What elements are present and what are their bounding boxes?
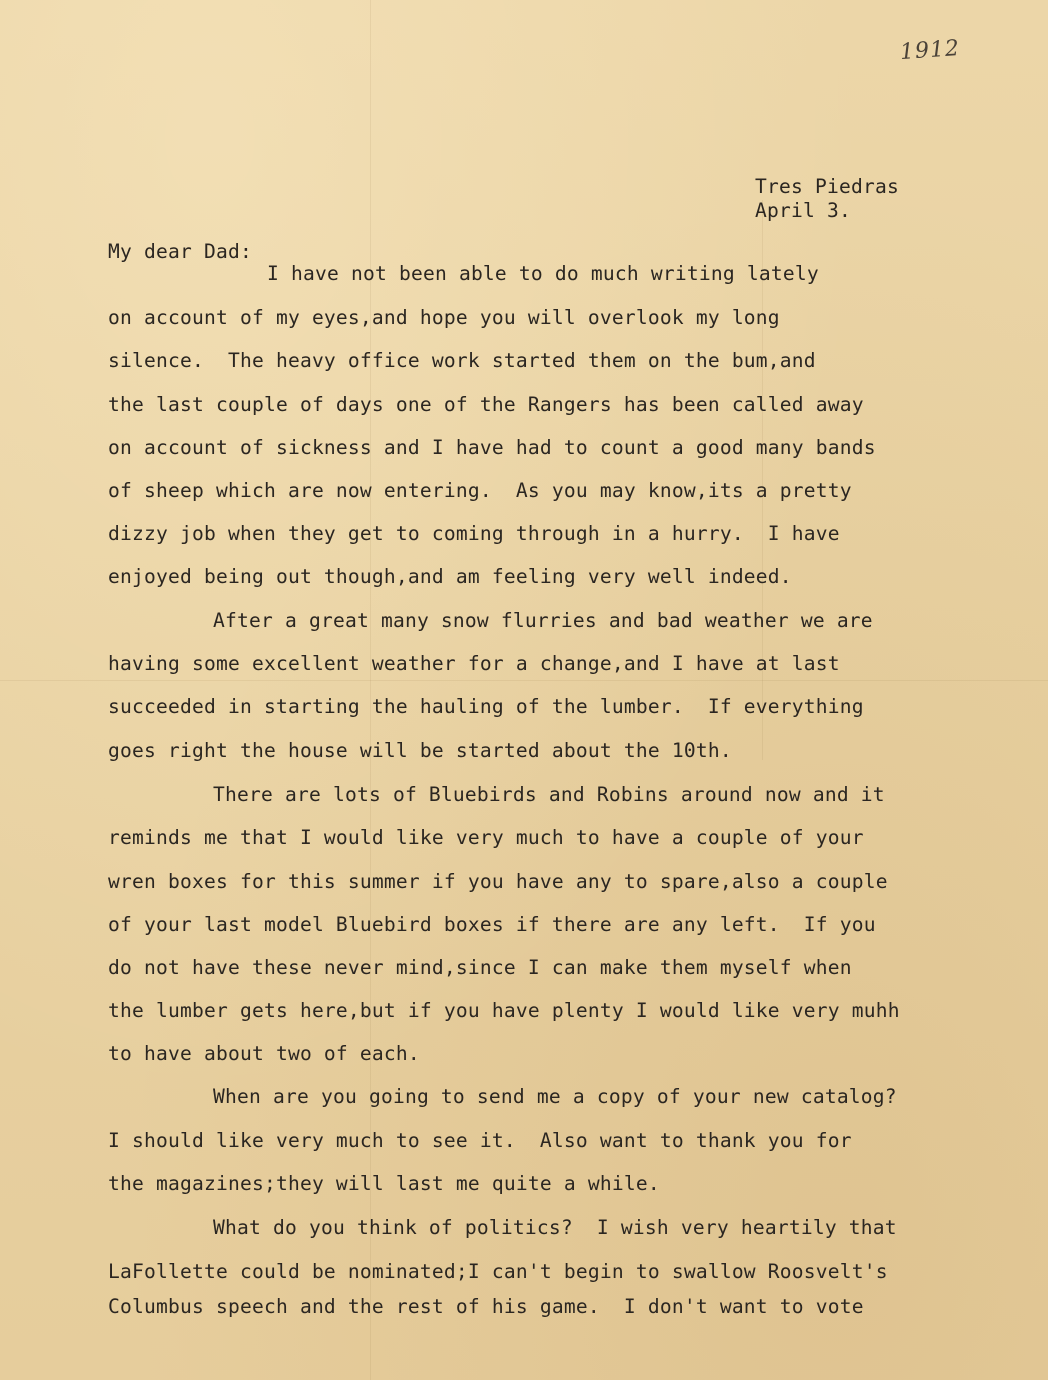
pencil-year-annotation: 1912 xyxy=(899,35,961,66)
letter-line: on account of my eyes,and hope you will overlook my long xyxy=(108,306,780,329)
letter-line: on account of sickness and I have had to count a good many bands xyxy=(108,436,876,459)
letter-line: of sheep which are now entering. As you may know,its a pretty xyxy=(108,479,852,502)
letter-line: to have about two of each. xyxy=(108,1042,420,1065)
letter-line: the last couple of days one of the Rangers has been called away xyxy=(108,393,864,416)
letter-line: enjoyed being out though,and am feeling very well indeed. xyxy=(108,565,792,588)
paper-fold-line xyxy=(0,680,1048,681)
letter-line: I should like very much to see it. Also want to thank you for xyxy=(108,1129,852,1152)
heading-place: Tres Piedras xyxy=(755,175,899,198)
heading-date: April 3. xyxy=(755,199,851,222)
letter-line: the magazines;they will last me quite a while. xyxy=(108,1172,660,1195)
letter-line: After a great many snow flurries and bad weather we are xyxy=(213,609,873,632)
letter-line: Columbus speech and the rest of his game. I don't want to vote xyxy=(108,1295,864,1318)
letter-line: the lumber gets here,but if you have plenty I would like very muhh xyxy=(108,999,900,1022)
salutation: My dear Dad: xyxy=(108,240,252,263)
letter-line: When are you going to send me a copy of your new catalog? xyxy=(213,1085,897,1108)
letter-line: What do you think of politics? I wish very heartily that xyxy=(213,1216,897,1239)
letter-line: of your last model Bluebird boxes if there are any left. If you xyxy=(108,913,876,936)
letter-line: reminds me that I would like very much to have a couple of your xyxy=(108,826,864,849)
letter-line: goes right the house will be started about the 10th. xyxy=(108,739,732,762)
letter-line: wren boxes for this summer if you have any to spare,also a couple xyxy=(108,870,888,893)
letter-line: succeeded in starting the hauling of the lumber. If everything xyxy=(108,695,864,718)
letter-line: I have not been able to do much writing lately xyxy=(267,262,819,285)
letter-line: dizzy job when they get to coming through in a hurry. I have xyxy=(108,522,840,545)
letter-line: There are lots of Bluebirds and Robins around now and it xyxy=(213,783,885,806)
letter-line: silence. The heavy office work started them on the bum,and xyxy=(108,349,816,372)
letter-line: LaFollette could be nominated;I can't begin to swallow Roosvelt's xyxy=(108,1260,888,1283)
letter-line: having some excellent weather for a change,and I have at last xyxy=(108,652,840,675)
letter-line: do not have these never mind,since I can make them myself when xyxy=(108,956,852,979)
